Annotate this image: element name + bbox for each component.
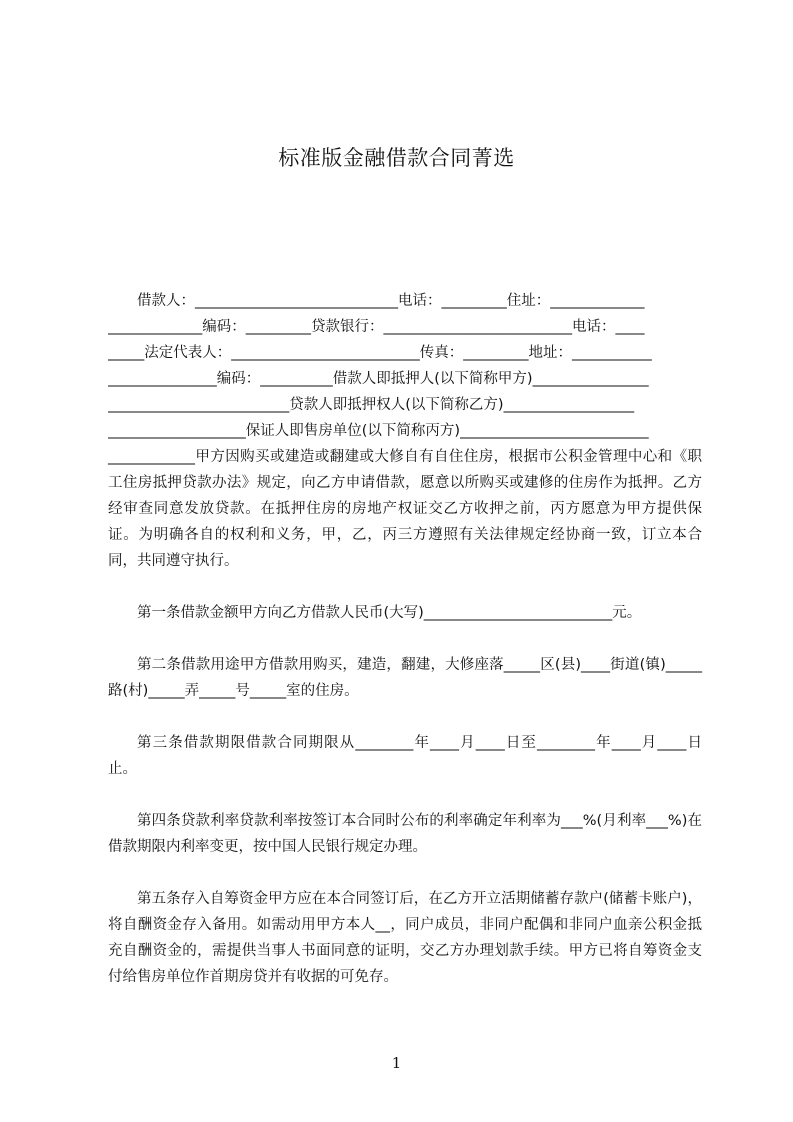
intro-paragraph: ____________甲方因购买或建造或翻建或大修自有自住住房，根据市公积金管理中心和《职工住房抵押贷款办法》规定，向乙方申请借款，愿意以所购买或建修的住房作为抵押。乙方经审查同意发放贷款。在抵押住房的房地产权证交乙方收押之前，丙方愿意为甲方提供保证。为明确各自的权利和义务，甲，乙，丙三方遵照有关法律规定经协商一致，订立本合同，共同遵守执行。: [108, 449, 702, 569]
article-4: 第四条贷款利率贷款利率按签订本合同时公布的利率确定年利率为___%(月利率___%)在借款期限内利率变更，按中国人民银行规定办理。: [108, 813, 702, 855]
page-number: 1: [391, 1054, 402, 1072]
article-3: 第三条借款期限借款合同期限从________年____月____日至________年____月____日止。: [108, 735, 702, 777]
parties-line: 借款人：____________________________电话：_________住址：_____________: [108, 293, 645, 309]
spacer: [108, 860, 702, 886]
parties-line: _____法定代表人：__________________________传真：_________地址：___________: [108, 345, 652, 361]
article-5: 第五条存入自筹资金甲方应在本合同签订后，在乙方开立活期储蓄存款户(储蓄卡账户)，将自酬资金存入备用。如需动用甲方本人__，同户成员，非同户配偶和非同户血亲公积金抵充自酬资金的，需提供当事人书面同意的证明，交乙方办理划款手续。甲方已将自筹资金支付给售房单位作首期房贷并有收据的可免存。: [108, 891, 702, 985]
spacer: [108, 704, 702, 730]
parties-block: [108, 288, 702, 444]
spacer: [108, 626, 702, 652]
parties-line: ___________________保证人即售房单位(以下简称丙方)__________________________: [108, 423, 649, 439]
article-2: 第二条借款用途甲方借款用购买，建造，翻建，大修座落_____区(县)____街道(镇)_____路(村)_____弄_____号_____室的住房。: [108, 657, 702, 699]
spacer: [108, 782, 702, 808]
parties-line: _______________编码：__________借款人即抵押人(以下简称甲方)________________: [108, 371, 649, 387]
parties-line: _________________________贷款人即抵押权人(以下简称乙方)__________________: [108, 397, 635, 413]
contract-body: [108, 288, 702, 990]
parties-line: _____________编码：_________贷款银行：__________________________电话：____: [108, 319, 645, 335]
spacer: [108, 574, 702, 600]
article-1: 第一条借款金额甲方向乙方借款人民币(大写)__________________________元。: [137, 605, 642, 621]
page-title: 标准版金融借款合同菁选: [278, 146, 515, 170]
